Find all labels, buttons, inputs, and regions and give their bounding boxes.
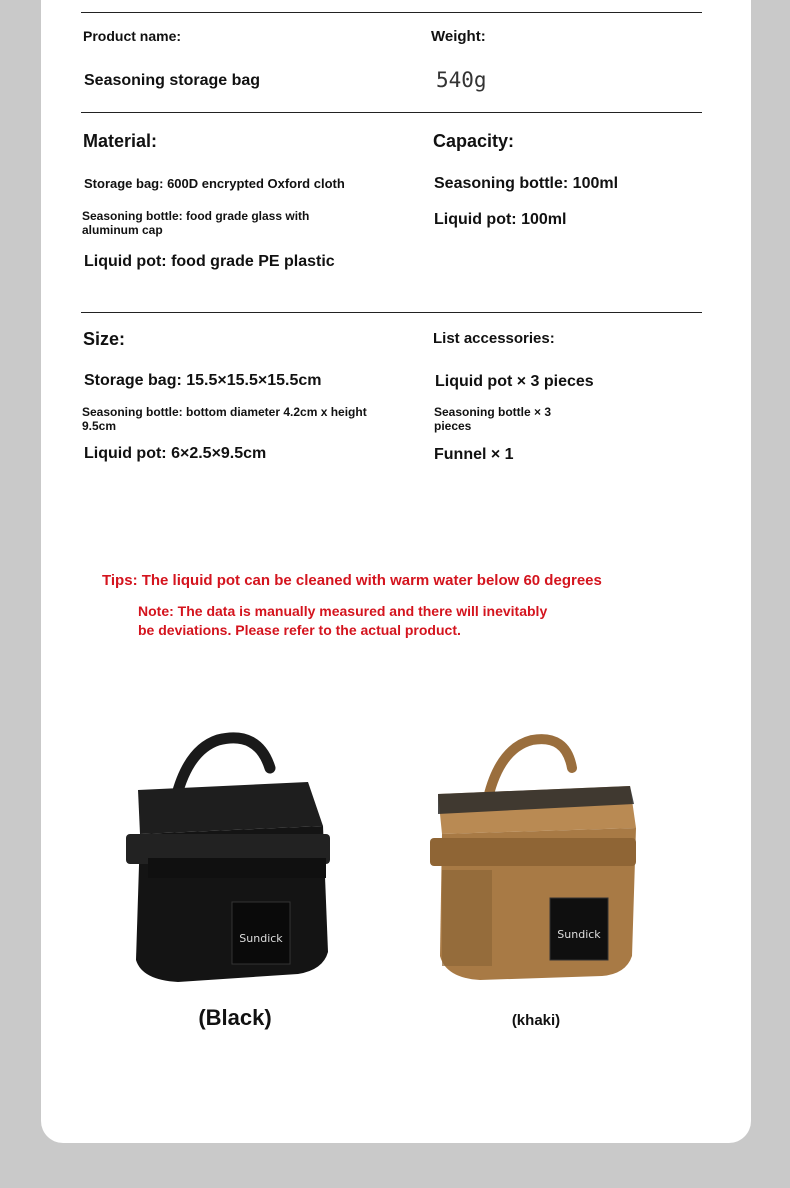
tips-text: Tips: The liquid pot can be cleaned with warm water below 60 degrees: [102, 572, 602, 589]
size-line-3: Liquid pot: 6×2.5×9.5cm: [84, 445, 267, 462]
material-label: Material:: [83, 131, 158, 151]
khaki-caption: (khaki): [511, 1012, 561, 1029]
note-text-line1: Note: The data is manually measured and there will inevitably: [138, 603, 548, 619]
material-line-2: Seasoning bottle: food grade glass with aluminum cap: [82, 209, 310, 237]
capacity-line-1: Seasoning bottle: 100ml: [434, 175, 619, 192]
material-line-3: Liquid pot: food grade PE plastic: [84, 253, 335, 270]
material-line-1: Storage bag: 600D encrypted Oxford cloth: [84, 176, 345, 191]
accessories-line-2: Seasoning bottle × 3 pieces: [434, 405, 552, 433]
black-bag-brand: Sundick: [239, 932, 283, 945]
khaki-bag-image: [420, 730, 650, 990]
divider-1: [81, 112, 702, 113]
product-name-label: Product name:: [83, 28, 182, 44]
product-name-value: Seasoning storage bag: [84, 72, 261, 89]
note-text-line2: be deviations. Please refer to the actual product.: [138, 622, 461, 638]
divider-2: [81, 312, 702, 313]
size-line-2: Seasoning bottle: bottom diameter 4.2cm x height 9.5cm: [82, 405, 367, 433]
black-caption: (Black): [198, 1005, 272, 1030]
size-label: Size:: [83, 329, 126, 349]
khaki-bag-brand: Sundick: [557, 928, 601, 941]
accessories-line-1: Liquid pot × 3 pieces: [435, 373, 594, 390]
capacity-line-2: Liquid pot: 100ml: [434, 211, 567, 228]
weight-label: Weight:: [431, 28, 486, 45]
accessories-label: List accessories:: [433, 330, 555, 347]
weight-value: 540g: [436, 68, 487, 92]
divider-top: [81, 12, 702, 13]
size-line-1: Storage bag: 15.5×15.5×15.5cm: [84, 372, 322, 389]
black-bag-image: [118, 730, 348, 990]
capacity-label: Capacity:: [433, 131, 515, 151]
accessories-line-3: Funnel × 1: [434, 446, 514, 463]
